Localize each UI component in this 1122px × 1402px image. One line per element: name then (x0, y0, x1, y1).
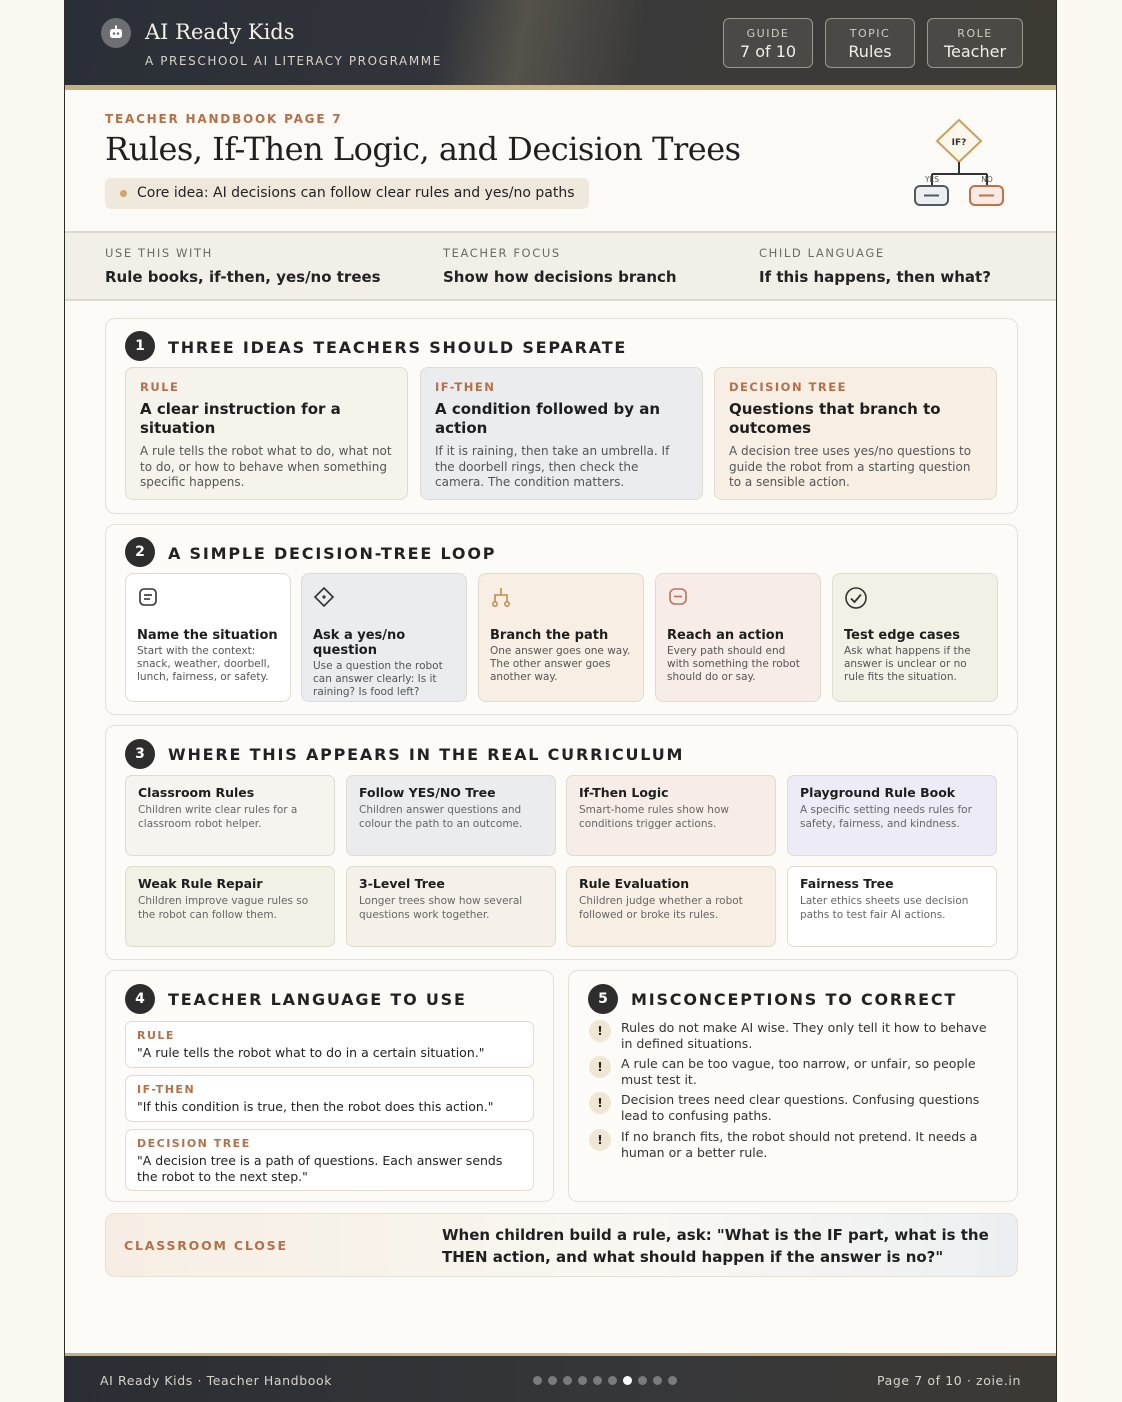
strip-key: USE THIS WITH (105, 246, 213, 260)
step-heading: Reach an action (667, 628, 784, 643)
curriculum-body: Smart-home rules show how conditions trigger actions. (579, 804, 729, 830)
page-title: Rules, If-Then Logic, and Decision Trees (105, 130, 741, 168)
language-tag: RULE (137, 1029, 175, 1042)
curriculum-item (125, 866, 335, 947)
curriculum-item (566, 866, 776, 947)
language-tag: IF-THEN (137, 1083, 196, 1096)
close-text: When children build a rule, ask: "What is the IF part, what is the THEN action, and what should happen if the answer is no?" (442, 1226, 989, 1266)
strip-teacher-focus (443, 246, 677, 286)
idea-card-decision-tree (714, 367, 997, 500)
footer-right: Page 7 of 10 · zoie.in (877, 1373, 1021, 1388)
close-label: CLASSROOM CLOSE (124, 1238, 288, 1253)
section-title: TEACHER LANGUAGE TO USE (168, 990, 467, 1009)
section-title: MISCONCEPTIONS TO CORRECT (631, 990, 958, 1009)
curriculum-body: Children improve vague rules so the robot can follow them. (138, 895, 309, 921)
section-number: 3 (125, 739, 155, 769)
chip-key: GUIDE (746, 27, 790, 40)
header-bar (65, 0, 1056, 86)
section-title: A SIMPLE DECISION-TREE LOOP (168, 544, 497, 563)
language-quote: "A rule tells the robot what to do in a certain situation." (137, 1045, 485, 1060)
curriculum-heading: Weak Rule Repair (138, 876, 263, 891)
step-test-edge-cases (832, 573, 998, 702)
misconception-item: If no branch fits, the robot should not pretend. It needs a human or a better rule. (621, 1129, 978, 1160)
idea-body: A rule tells the robot what to do, what not to do, or how to behave when something specific happens. (140, 444, 392, 489)
section-title: WHERE THIS APPEARS IN THE REAL CURRICULUM (168, 745, 685, 764)
step-reach-action (655, 573, 821, 702)
step-body: Every path should end with something the robot should do or say. (667, 645, 800, 683)
language-item-if-then (125, 1075, 534, 1122)
idea-heading: A clear instruction for a situation (140, 400, 341, 437)
page-dot (548, 1376, 557, 1385)
page-eyebrow: TEACHER HANDBOOK PAGE 7 (105, 112, 343, 126)
curriculum-item (125, 775, 335, 856)
idea-tag: DECISION TREE (729, 380, 847, 394)
idea-tag: IF-THEN (435, 380, 496, 394)
warning-icon: ! (589, 1056, 611, 1078)
strip-use-with (105, 246, 381, 286)
curriculum-item (787, 775, 997, 856)
curriculum-item (346, 866, 556, 947)
page-dot (563, 1376, 572, 1385)
page-dot (638, 1376, 647, 1385)
curriculum-heading: Rule Evaluation (579, 876, 690, 891)
section-number: 1 (125, 331, 155, 361)
section-curriculum (105, 725, 1018, 960)
section-decision-loop (105, 524, 1018, 715)
idea-card-rule (125, 367, 408, 500)
page-dot (533, 1376, 542, 1385)
chip-key: ROLE (957, 27, 993, 40)
curriculum-heading: Playground Rule Book (800, 785, 956, 800)
idea-tag: RULE (140, 380, 180, 394)
curriculum-item (346, 775, 556, 856)
language-item-decision-tree (125, 1129, 534, 1191)
brand-name: AI Ready Kids (145, 20, 295, 44)
curriculum-body: Children write clear rules for a classroom robot helper. (138, 804, 298, 830)
curriculum-body: Later ethics sheets use decision paths to test fair AI actions. (800, 895, 969, 921)
step-heading: Ask a yes/no question (313, 628, 406, 658)
core-idea-pill: Core idea: AI decisions can follow clear rules and yes/no paths (105, 178, 589, 209)
step-body: Ask what happens if the answer is unclear or no rule fits the situation. (844, 645, 971, 683)
language-quote: "A decision tree is a path of questions. Each answer sends the robot to the next step." (137, 1153, 503, 1184)
classroom-close-banner (105, 1213, 1018, 1277)
curriculum-heading: If-Then Logic (579, 785, 669, 800)
guide-chip (723, 18, 813, 68)
page-dot (653, 1376, 662, 1385)
strip-child-language (759, 246, 991, 286)
idea-body: If it is raining, then take an umbrella. If the doorbell rings, then check the camera. The condition matters. (435, 444, 670, 489)
warning-icon: ! (589, 1092, 611, 1114)
curriculum-body: Longer trees show how several questions work together. (359, 895, 523, 921)
diamond-icon (313, 586, 455, 610)
decision-tree-icon (911, 118, 1011, 214)
curriculum-heading: Follow YES/NO Tree (359, 785, 496, 800)
warning-icon: ! (589, 1020, 611, 1042)
robot-logo-icon (101, 18, 131, 48)
handbook-page (64, 0, 1057, 1402)
step-name-situation (125, 573, 291, 702)
section-misconceptions (568, 970, 1018, 1202)
curriculum-item (787, 866, 997, 947)
idea-card-if-then (420, 367, 703, 500)
step-heading: Test edge cases (844, 628, 960, 643)
step-heading: Name the situation (137, 628, 278, 643)
idea-heading: A condition followed by an action (435, 400, 661, 437)
chip-value: Teacher (943, 42, 1007, 61)
footer-left: AI Ready Kids · Teacher Handbook (100, 1373, 333, 1388)
page-dot-current (623, 1376, 632, 1385)
role-chip (927, 18, 1023, 68)
step-body: Start with the context: snack, weather, doorbell, lunch, fairness, or safety. (137, 645, 270, 683)
section-teacher-language (105, 970, 554, 1202)
step-heading: Branch the path (490, 628, 609, 643)
curriculum-item (566, 775, 776, 856)
idea-heading: Questions that branch to outcomes (729, 400, 941, 437)
chip-value: Rules (848, 42, 892, 61)
page-dot (608, 1376, 617, 1385)
step-body: Use a question the robot can answer clearly: Is it raining? Is food left? (313, 660, 443, 698)
misconception-item: Decision trees need clear questions. Confusing questions lead to confusing paths. (621, 1092, 980, 1123)
page-dot (668, 1376, 677, 1385)
warning-icon: ! (589, 1129, 611, 1151)
section-number: 4 (125, 984, 155, 1014)
idea-body: A decision tree uses yes/no questions to guide the robot from a starting question to a sensible action. (729, 444, 972, 489)
action-icon (667, 586, 809, 610)
language-item-rule (125, 1021, 534, 1068)
topic-chip (825, 18, 915, 68)
curriculum-heading: Classroom Rules (138, 785, 255, 800)
yes-label: YES (924, 175, 940, 184)
strip-value: If this happens, then what? (759, 268, 991, 286)
chip-value: 7 of 10 (739, 42, 797, 61)
section-three-ideas (105, 318, 1018, 514)
strip-key: CHILD LANGUAGE (759, 246, 885, 260)
note-icon (137, 586, 279, 610)
step-branch-path (478, 573, 644, 702)
curriculum-body: Children answer questions and colour the path to an outcome. (359, 804, 523, 830)
section-number: 5 (588, 984, 618, 1014)
misconception-item: A rule can be too vague, too narrow, or unfair, so people must test it. (621, 1056, 976, 1087)
strip-value: Show how decisions branch (443, 268, 677, 286)
page-dot (578, 1376, 587, 1385)
brand-subtitle: A PRESCHOOL AI LITERACY PROGRAMME (145, 54, 442, 68)
curriculum-heading: Fairness Tree (800, 876, 894, 891)
strip-key: TEACHER FOCUS (443, 246, 561, 260)
page-dot (593, 1376, 602, 1385)
curriculum-body: A specific setting needs rules for safety, fairness, and kindness. (800, 804, 972, 830)
language-quote: "If this condition is true, then the robot does this action." (137, 1099, 494, 1114)
step-body: One answer goes one way. The other answer goes another way. (490, 645, 631, 683)
header-divider (65, 85, 1056, 90)
step-ask-question (301, 573, 467, 702)
section-title: THREE IDEAS TEACHERS SHOULD SEPARATE (168, 338, 628, 357)
branch-icon (490, 586, 632, 610)
chip-key: TOPIC (849, 27, 891, 40)
page-dots (533, 1376, 677, 1385)
curriculum-body: Children judge whether a robot followed or broke its rules. (579, 895, 743, 921)
misconception-item: Rules do not make AI wise. They only tell it how to behave in defined situations. (621, 1020, 987, 1051)
strip-value: Rule books, if-then, yes/no trees (105, 268, 381, 286)
footer-bar (65, 1353, 1056, 1402)
section-number: 2 (125, 537, 155, 567)
curriculum-heading: 3-Level Tree (359, 876, 445, 891)
diamond-label: IF? (951, 138, 967, 148)
no-label: NO (981, 175, 993, 184)
check-icon (844, 586, 986, 610)
context-strip (65, 231, 1056, 301)
language-tag: DECISION TREE (137, 1137, 251, 1150)
